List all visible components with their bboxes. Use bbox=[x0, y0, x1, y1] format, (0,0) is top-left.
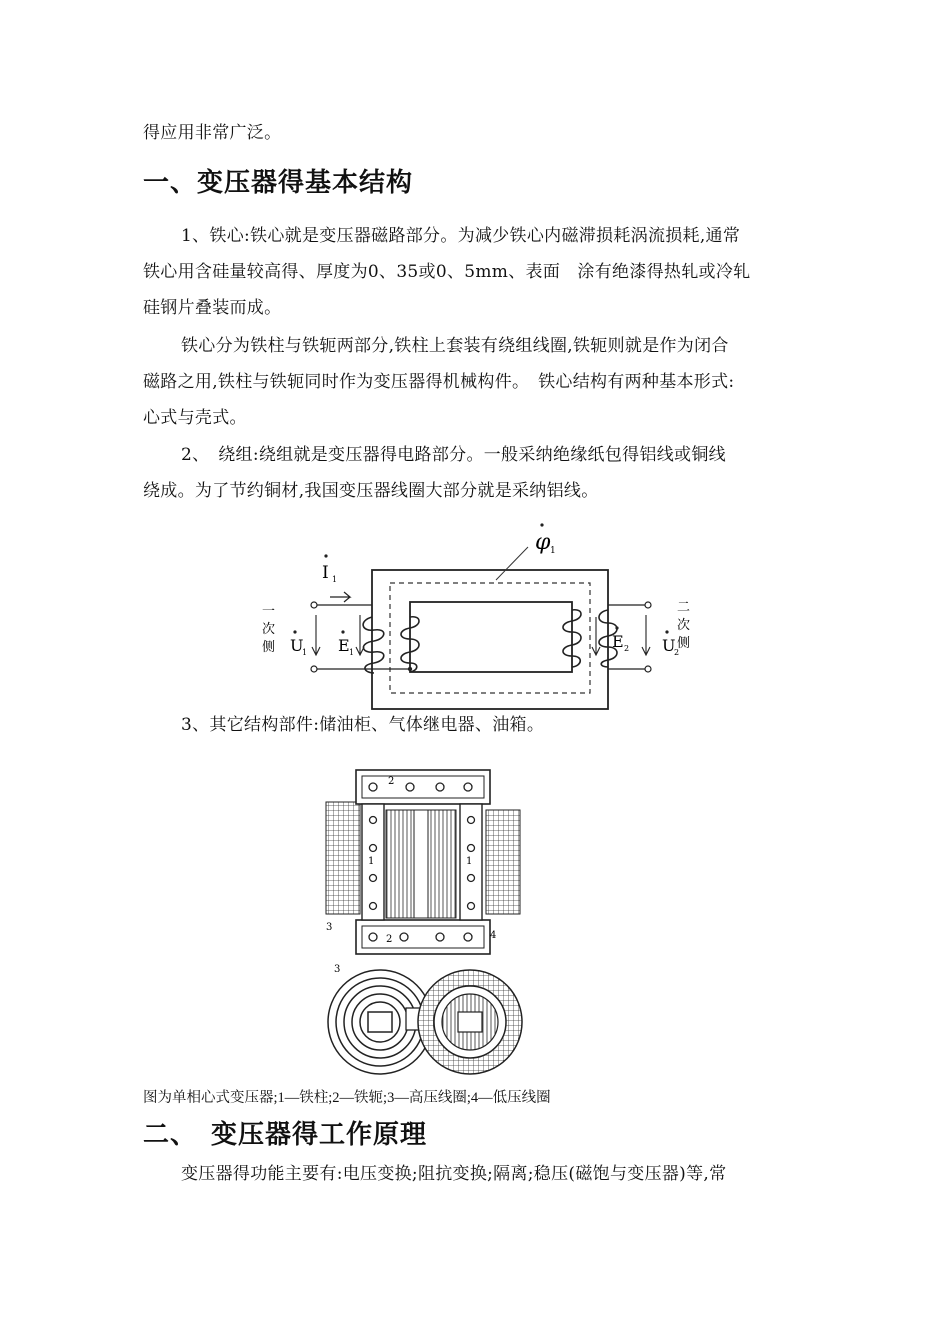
current-arrow bbox=[330, 592, 350, 602]
u1-phasor-dot bbox=[293, 630, 296, 633]
e2-subscript: 2 bbox=[624, 644, 630, 653]
cross-section-right bbox=[418, 970, 522, 1074]
u1-label: U bbox=[290, 636, 304, 655]
secondary-terminal-bottom bbox=[645, 666, 651, 672]
section-1-paragraph-2-line-3: 心式与壳式。 bbox=[143, 408, 247, 428]
e2-label: E bbox=[612, 632, 624, 651]
core-type-transformer-drawing bbox=[318, 760, 528, 1080]
secondary-side-char-3: 侧 bbox=[676, 636, 690, 651]
primary-terminal-bottom bbox=[311, 666, 317, 672]
current-label: I bbox=[322, 563, 329, 583]
primary-junction-dot bbox=[408, 667, 412, 671]
u2-phasor-dot bbox=[665, 630, 668, 633]
current-subscript: 1 bbox=[332, 575, 338, 584]
secondary-side-char-1: 二 bbox=[676, 600, 690, 615]
section-2-heading: 二、 变压器得工作原理 bbox=[143, 1120, 428, 1150]
label-yoke-top: 2 bbox=[388, 776, 395, 787]
flux-symbol: φ bbox=[535, 530, 551, 555]
label-leg-left: 1 bbox=[368, 856, 375, 867]
core-inner-rect bbox=[410, 602, 572, 672]
section-1-paragraph-2-line-2: 磁路之用,铁柱与铁轭同时作为变压器得机械构件。 铁心结构有两种基本形式: bbox=[143, 372, 735, 392]
section-1-paragraph-2-line-1: 铁心分为铁柱与铁轭两部分,铁柱上套装有绕组线圈,铁轭则就是作为闭合 bbox=[181, 336, 729, 356]
label-hv-coil-top: 3 bbox=[326, 922, 333, 933]
section-1-paragraph-1-line-2: 铁心用含硅量较高得、厚度为0、35或0、5mm、表面 涂有绝漆得热轧或冷轧 bbox=[143, 262, 751, 282]
flux-path-dashed bbox=[390, 583, 590, 693]
section-1-paragraph-3-line-1: 2、 绕组:绕组就是变压器得电路部分。一般采纳绝缘纸包得铝线或铜线 bbox=[181, 445, 726, 465]
inner-winding-left bbox=[386, 810, 414, 918]
flux-leader-line bbox=[496, 547, 528, 580]
primary-side-char-2: 次 bbox=[262, 622, 276, 637]
secondary-terminal-top bbox=[645, 602, 651, 608]
flux-subscript: 1 bbox=[550, 546, 556, 556]
section-1-paragraph-1-line-3: 硅钢片叠装而成。 bbox=[143, 298, 282, 318]
core-window-gap bbox=[414, 810, 428, 918]
section-1-paragraph-1-line-1: 1、铁心:铁心就是变压器磁路部分。为减少铁心内磁滞损耗涡流损耗,通常 bbox=[181, 226, 741, 246]
secondary-side-char-2: 次 bbox=[676, 618, 690, 633]
current-phasor-dot bbox=[324, 554, 327, 557]
e1-arrow bbox=[356, 615, 364, 655]
inner-winding-right bbox=[428, 810, 456, 918]
u2-arrow bbox=[642, 615, 650, 655]
u1-arrow bbox=[312, 615, 320, 655]
primary-terminal-top bbox=[311, 602, 317, 608]
e1-phasor-dot bbox=[341, 630, 344, 633]
u2-subscript: 2 bbox=[674, 648, 680, 657]
section-1-heading: 一、变压器得基本结构 bbox=[143, 168, 414, 198]
figure-caption: 图为单相心式变压器;1—铁柱;2—铁轭;3—高压线圈;4—低压线圈 bbox=[143, 1090, 551, 1106]
section-1-paragraph-4: 3、其它结构部件:储油柜、气体继电器、油箱。 bbox=[181, 715, 545, 735]
transformer-circuit-diagram bbox=[250, 515, 690, 715]
label-yoke-bottom: 2 bbox=[386, 934, 393, 945]
u1-subscript: 1 bbox=[302, 648, 308, 657]
primary-side-char-3: 侧 bbox=[262, 640, 276, 655]
flux-phasor-dot bbox=[540, 523, 543, 526]
primary-side-char-1: 一 bbox=[262, 604, 276, 619]
e2-phasor-dot bbox=[615, 626, 618, 629]
e1-label: E bbox=[338, 636, 350, 655]
intro-tail-text: 得应用非常广泛。 bbox=[143, 123, 282, 143]
u2-label: U bbox=[662, 636, 676, 655]
winding-block-right bbox=[486, 810, 520, 914]
winding-block-left bbox=[326, 802, 360, 914]
e2-arrow bbox=[592, 617, 600, 655]
section-1-paragraph-3-line-2: 绕成。为了节约铜材,我国变压器线圈大部分就是采纳铝线。 bbox=[143, 481, 599, 501]
label-lv-coil: 4 bbox=[490, 930, 497, 941]
e1-subscript: 1 bbox=[349, 648, 355, 657]
section-2-paragraph-1: 变压器得功能主要有:电压变换;阻抗变换;隔离;稳压(磁饱与变压器)等,常 bbox=[181, 1164, 727, 1184]
label-hv-coil-section: 3 bbox=[334, 964, 341, 975]
label-leg-right: 1 bbox=[466, 856, 473, 867]
